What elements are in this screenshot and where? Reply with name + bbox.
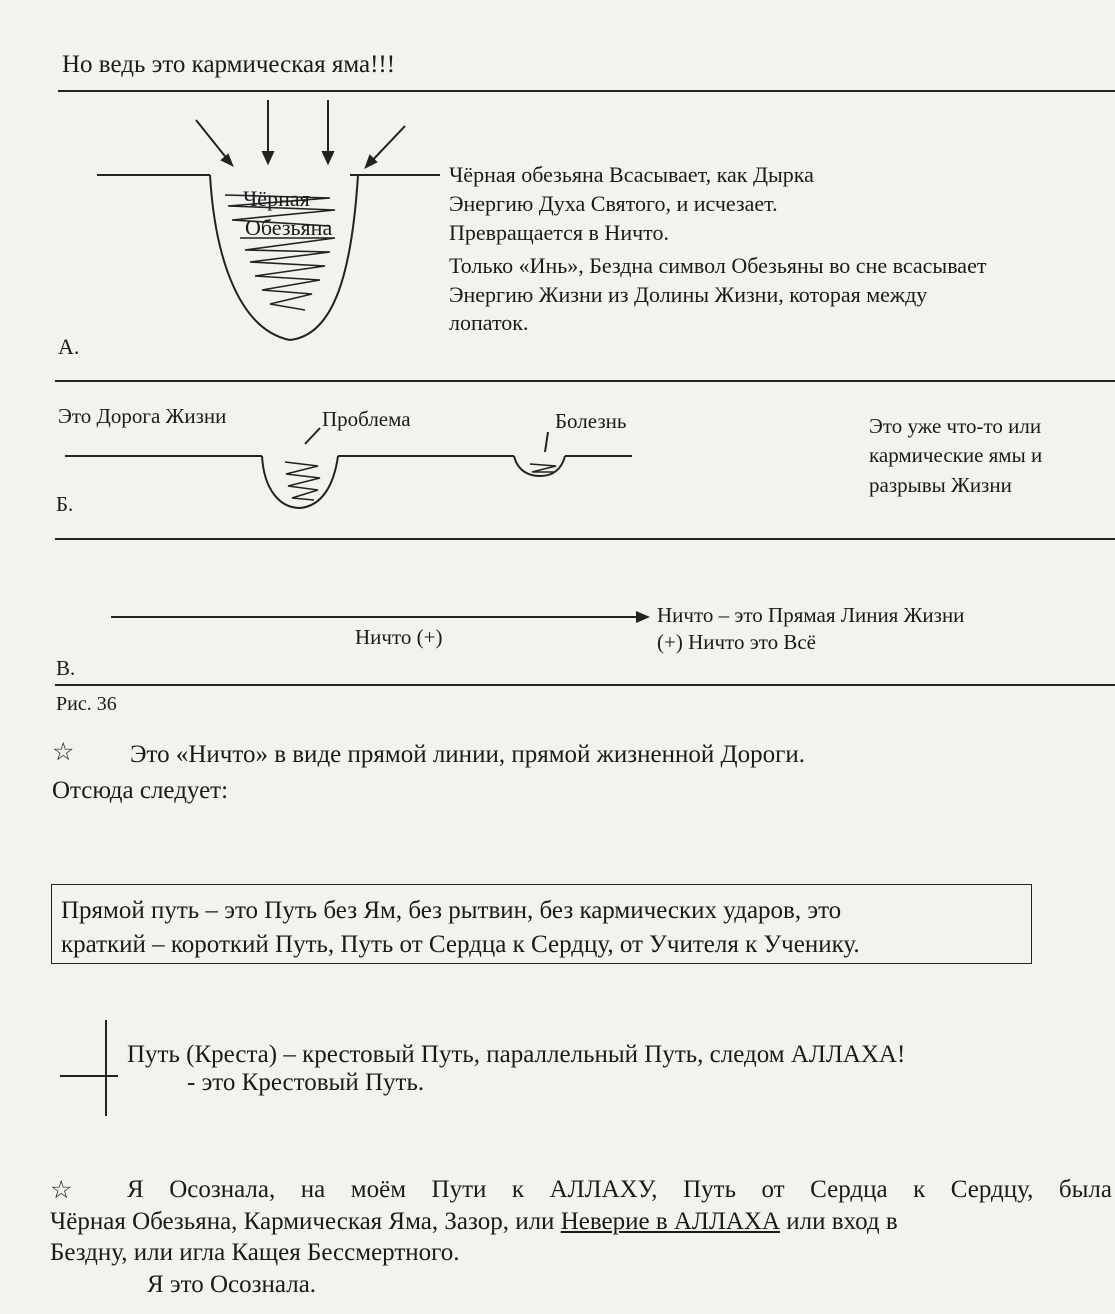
road-label: Это Дорога Жизни (58, 404, 227, 428)
diagram-a-desc-5: Энергию Жизни из Долины Жизни, которая между (449, 282, 928, 307)
diagram-b-marker: Б. (56, 492, 74, 516)
diagram-b-note-2: кармические ямы и (869, 443, 1043, 467)
divider-b (55, 538, 1115, 540)
boxed-line-1: Прямой путь – это Путь без Ям, без рытвин, без кармических ударов, это (61, 897, 842, 924)
star-icon-2: ☆ (50, 1177, 73, 1204)
cross-line-1: Путь (Креста) – крестовый Путь, параллельный Путь, следом АЛЛАХА! (127, 1041, 906, 1068)
diagram-v-marker: В. (56, 656, 76, 680)
pit-label-line2: Обезьяна (245, 215, 333, 240)
cross-line-2: - это Крестовый Путь. (187, 1069, 425, 1096)
diagram-a-desc-2: Энергию Духа Святого, и исчезает. (449, 191, 778, 216)
diagram-b-note-3: разрывы Жизни (869, 473, 1012, 497)
diagram-v-note-2: (+) Ничто это Всё (657, 630, 817, 654)
final-line-2-pre: Чёрная Обезьяна, Кармическая Яма, Зазор, или (50, 1208, 561, 1235)
final-line-3: Бездну, или игла Кащея Бессмертного. (50, 1239, 460, 1266)
final-line-2 (50, 1207, 1112, 1237)
page-heading: Но ведь это кармическая яма!!! (62, 51, 396, 78)
diagram-a-desc-4: Только «Инь», Бездна символ Обезьяны во сне всасывает (449, 253, 987, 278)
diagram-a-desc-3: Превращается в Ничто. (449, 220, 669, 245)
final-line-4: Я это Осознала. (147, 1271, 317, 1298)
diagram-b-note-1: Это уже что-то или (869, 414, 1042, 438)
final-line-1: Я Осознала, на моём Пути к АЛЛАХУ, Путь от Сердца к Сердцу, была (127, 1176, 1112, 1203)
diagram-a-desc-1: Чёрная обезьяна Всасывает, как Дырка (449, 162, 814, 187)
pit-label-line1: Чёрная (243, 186, 310, 211)
final-line-2-underlined: Неверие в АЛЛАХА (560, 1208, 780, 1235)
diagram-a-marker: А. (58, 334, 80, 359)
cross-icon (60, 1020, 120, 1120)
illness-label: Болезнь (555, 409, 627, 433)
diagram-v-note-1: Ничто – это Прямая Линия Жизни (657, 603, 965, 627)
star-icon: ☆ (52, 739, 75, 766)
diagram-a-desc-6: лопаток. (449, 310, 529, 335)
problem-label: Проблема (322, 407, 411, 431)
nothing-plus-label: Ничто (+) (355, 625, 443, 649)
figure-caption: Рис. 36 (56, 693, 117, 715)
divider-v (55, 684, 1115, 686)
paragraph-consequence: Отсюда следует: (52, 777, 229, 804)
final-line-2-post: или вход в (780, 1208, 898, 1235)
boxed-line-2: краткий – короткий Путь, Путь от Сердца к Сердцу, от Учителя к Ученику. (61, 931, 860, 958)
paragraph-nothing: Это «Ничто» в виде прямой линии, прямой жизненной Дороги. (130, 741, 805, 768)
